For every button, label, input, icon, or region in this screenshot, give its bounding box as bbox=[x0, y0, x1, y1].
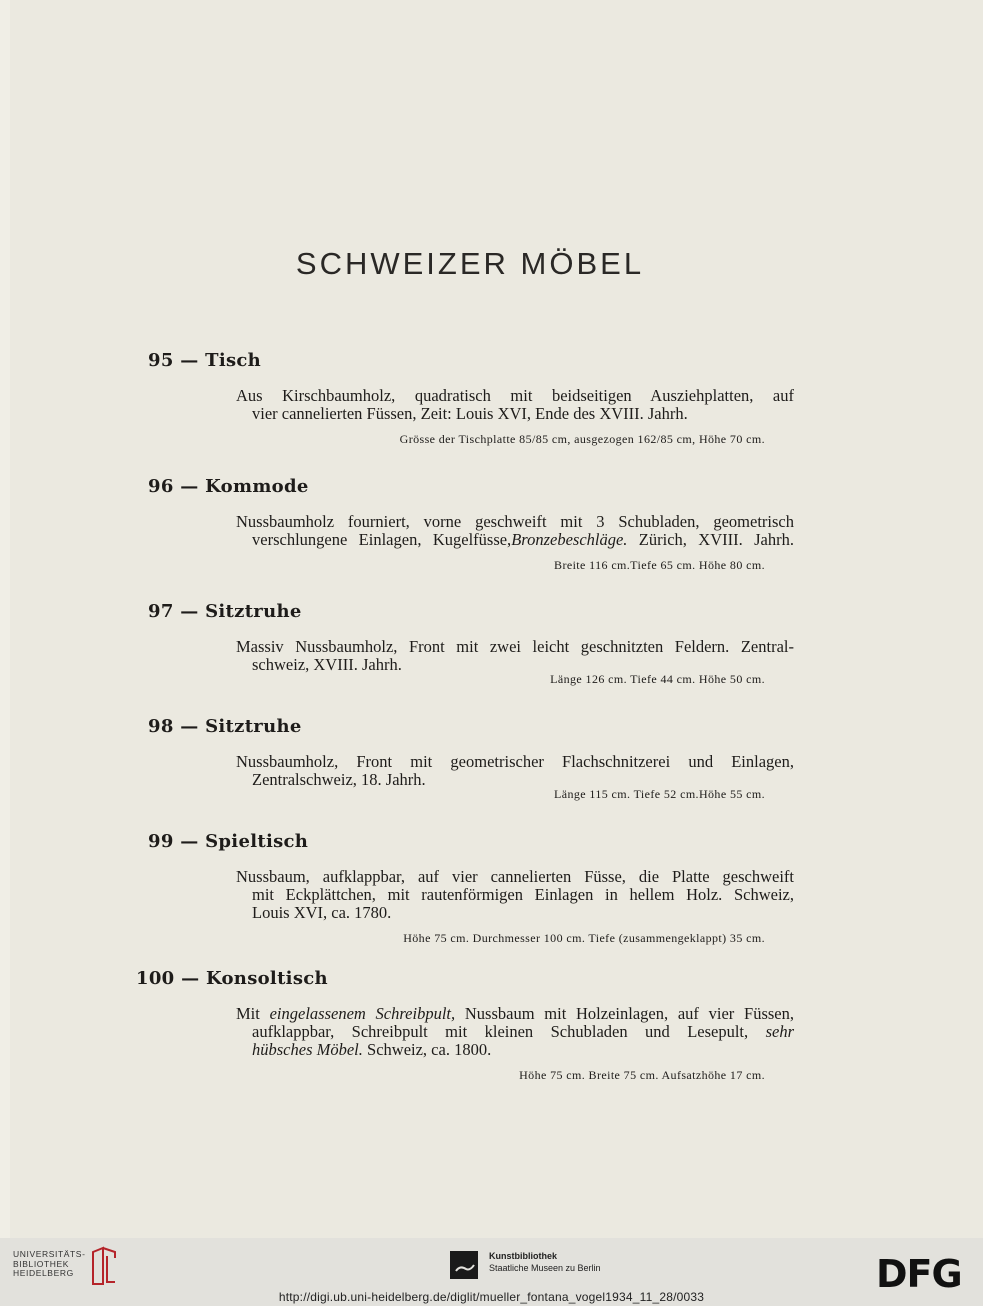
dfg-logo: DFG bbox=[876, 1252, 962, 1296]
entry-dimensions: Länge 115 cm. Tiefe 52 cm.Höhe 55 cm. bbox=[554, 787, 765, 801]
description-line: Aus Kirschbaumholz, quadratisch mit beidseitigen Ausziehplatten, auf bbox=[236, 386, 794, 405]
permalink-url[interactable]: http://digi.ub.uni-heidelberg.de/diglit/mueller_fontana_vogel1934_11_28/0033 bbox=[278, 1290, 705, 1304]
entry-heading bbox=[148, 831, 308, 852]
university-library-label bbox=[13, 1250, 86, 1279]
entry-name: Tisch bbox=[205, 350, 262, 371]
entry-name: Sitztruhe bbox=[205, 716, 302, 737]
page-title: SCHWEIZER MÖBEL bbox=[295, 246, 645, 281]
entry-name: Sitztruhe bbox=[205, 601, 302, 622]
kunstbibliothek-logo-icon bbox=[450, 1251, 478, 1279]
description-line: Massiv Nussbaumholz, Front mit zwei leicht geschnitzten Feldern. Zentral- bbox=[236, 637, 794, 656]
entry-heading bbox=[136, 968, 328, 989]
entry-number: 97 bbox=[148, 601, 174, 622]
entry-heading bbox=[148, 350, 261, 371]
entry-heading bbox=[148, 716, 302, 737]
entry-description bbox=[236, 868, 794, 922]
entry-dash: — bbox=[180, 601, 199, 622]
description-line: Nussbaum, aufklappbar, auf vier cannelierten Füsse, die Platte geschweift bbox=[236, 867, 794, 886]
description-line: schweiz, XVIII. Jahrh. bbox=[252, 655, 402, 674]
kunstbibliothek-name: Kunstbibliothek bbox=[489, 1251, 557, 1261]
entry-dimensions: Länge 126 cm. Tiefe 44 cm. Höhe 50 cm. bbox=[550, 672, 765, 686]
entry-description bbox=[236, 753, 794, 789]
description-text: verschlungene Einlagen, Kugelfüsse, bbox=[252, 530, 512, 549]
description-text: Schweiz, ca. 1800. bbox=[362, 1040, 492, 1059]
kunstbibliothek-label bbox=[489, 1250, 601, 1274]
description-line bbox=[236, 1041, 794, 1059]
kunstbibliothek-subtitle: Staatliche Museen zu Berlin bbox=[489, 1263, 601, 1273]
description-line: Louis XVI, ca. 1780. bbox=[252, 903, 392, 922]
description-line: vier cannelierten Füssen, Zeit: Louis XVI, Ende des XVIII. Jahrh. bbox=[252, 404, 688, 423]
description-text: Mit bbox=[236, 1004, 260, 1023]
entry-dash: — bbox=[180, 831, 199, 852]
description-line bbox=[236, 1005, 794, 1023]
entry-heading bbox=[148, 476, 309, 497]
description-line: Nussbaumholz fourniert, vorne geschweift mit 3 Schubladen, geometrisch bbox=[236, 512, 794, 531]
university-library-line: HEIDELBERG bbox=[13, 1268, 74, 1278]
entry-dimensions: Grösse der Tischplatte 85/85 cm, ausgezogen 162/85 cm, Höhe 70 cm. bbox=[399, 432, 765, 446]
description-line: mit Eckplättchen, mit rautenförmigen Einlagen in hellem Holz. Schweiz, bbox=[252, 885, 794, 904]
entry-dimensions: Breite 116 cm.Tiefe 65 cm. Höhe 80 cm. bbox=[554, 558, 765, 572]
entry-dash: — bbox=[180, 476, 199, 497]
description-line bbox=[236, 1023, 794, 1041]
viewer-footer bbox=[0, 1238, 983, 1306]
entry-number: 100 bbox=[136, 968, 175, 989]
description-italic: eingelassenem Schreibpult, bbox=[269, 1004, 456, 1023]
entry-description bbox=[236, 1005, 794, 1059]
entry-name: Konsoltisch bbox=[205, 968, 328, 989]
entry-name: Kommode bbox=[205, 476, 309, 497]
description-italic: hübsches Möbel. bbox=[252, 1040, 363, 1059]
description-text: aufklappbar, Schreibpult mit kleinen Schubladen und Lesepult, bbox=[252, 1022, 749, 1041]
entry-heading bbox=[148, 601, 302, 622]
description-line bbox=[236, 531, 794, 549]
entry-dash: — bbox=[180, 350, 199, 371]
description-text: Nussbaum mit Holzeinlagen, auf vier Füssen, bbox=[455, 1004, 795, 1023]
description-line: Nussbaumholz, Front mit geometrischer Flachschnitzerei und Einlagen, bbox=[236, 752, 794, 771]
entry-name: Spieltisch bbox=[205, 831, 309, 852]
entry-description bbox=[236, 387, 794, 423]
description-italic: Bronzebeschläge. bbox=[511, 530, 628, 549]
description-text: Zürich, XVIII. Jahrh. bbox=[627, 530, 794, 549]
description-italic: sehr bbox=[765, 1022, 794, 1041]
entry-description bbox=[236, 638, 794, 674]
entry-dash: — bbox=[181, 968, 200, 989]
university-library-line: BIBLIOTHEK bbox=[13, 1258, 70, 1269]
university-library-line: UNIVERSITÄTS- bbox=[13, 1249, 86, 1259]
entry-number: 98 bbox=[148, 716, 174, 737]
entry-number: 99 bbox=[148, 831, 174, 852]
entry-dimensions: Höhe 75 cm. Breite 75 cm. Aufsatzhöhe 17 cm. bbox=[519, 1068, 765, 1082]
university-library-logo-icon bbox=[89, 1246, 119, 1286]
entry-dash: — bbox=[180, 716, 199, 737]
entry-number: 96 bbox=[148, 476, 174, 497]
description-line: Zentralschweiz, 18. Jahrh. bbox=[252, 770, 426, 789]
entry-dimensions: Höhe 75 cm. Durchmesser 100 cm. Tiefe (zusammengeklappt) 35 cm. bbox=[403, 931, 765, 945]
entry-number: 95 bbox=[148, 350, 174, 371]
entry-description bbox=[236, 513, 794, 549]
